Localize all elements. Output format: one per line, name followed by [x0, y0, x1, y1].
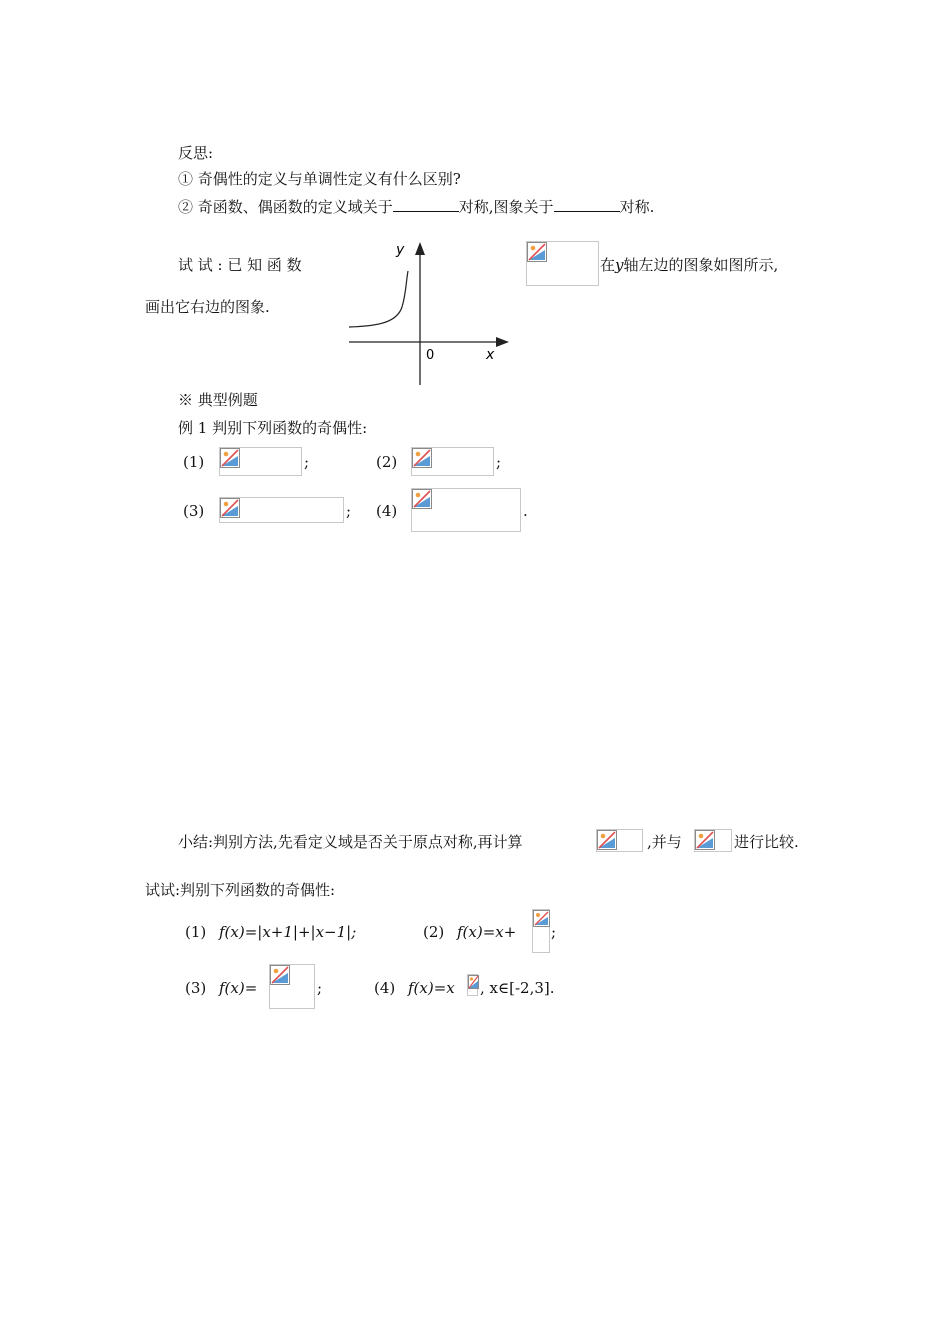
- broken-image-icon: [468, 975, 479, 989]
- try2-item-1-expr: f(x)=|x+1|+|x−1|;: [219, 923, 357, 941]
- broken-image-icon: [412, 489, 432, 509]
- try2-item-3-expr: f(x)=: [219, 979, 258, 997]
- example-item-1-after: ;: [304, 453, 310, 471]
- formula-image-ex1: [219, 447, 302, 476]
- try2-item-2-expr: f(x)=x+: [457, 923, 517, 941]
- formula-image-ex2: [411, 447, 494, 476]
- try2-item-1-label: (1): [185, 923, 207, 941]
- example-item-2-after: ;: [496, 453, 502, 471]
- formula-image-exponent: [467, 974, 478, 996]
- broken-image-icon: [597, 830, 617, 850]
- reflection-question-2: [178, 196, 654, 217]
- try2-heading: 试试:判别下列函数的奇偶性:: [145, 881, 336, 899]
- try2-item-4-expr: f(x)=x: [408, 979, 455, 997]
- example-item-3-label: (3): [183, 502, 205, 520]
- try2-item-3-label: (3): [185, 979, 207, 997]
- broken-image-icon: [412, 448, 432, 468]
- example-item-4-after: .: [523, 502, 528, 520]
- try1-tail: [600, 255, 778, 275]
- try2-item-4-after: , x∈[-2,3].: [480, 979, 555, 997]
- y-axis-arrow-icon: [415, 242, 425, 255]
- formula-image-f-x: [694, 829, 732, 852]
- function-graph: [345, 238, 515, 388]
- broken-image-icon: [527, 242, 547, 262]
- formula-image-1: [526, 241, 599, 286]
- formula-image-ex4: [411, 488, 521, 532]
- try1-tail-text-2: 轴左边的图象如图所示,: [623, 256, 779, 274]
- fill-blank-2[interactable]: [554, 196, 620, 212]
- try1-label: 试 试 : 已 知 函 数: [178, 256, 302, 274]
- try2-item-4-label: (4): [374, 979, 396, 997]
- try2-item-2-label: (2): [423, 923, 445, 941]
- broken-image-icon: [220, 498, 240, 518]
- function-curve: [349, 271, 408, 327]
- y-axis-label: y: [396, 242, 405, 258]
- example-item-3-after: ;: [346, 502, 352, 520]
- try2-item-3-after: ;: [317, 979, 323, 997]
- formula-image-ex3: [219, 497, 344, 523]
- example-item-4-label: (4): [376, 502, 398, 520]
- broken-image-icon: [533, 910, 550, 927]
- try1-axis-variable: y: [615, 256, 624, 274]
- formula-image-fraction: [532, 909, 550, 953]
- reflection-heading: 反思:: [178, 144, 214, 162]
- summary-prefix: 小结:判别方法,先看定义域是否关于原点对称,再计算: [178, 833, 523, 851]
- q2-mid: 对称,图象关于: [458, 198, 554, 216]
- q2-suffix: 对称.: [619, 198, 655, 216]
- formula-image-try2-3: [269, 964, 315, 1009]
- q2-prefix: ② 奇函数、偶函数的定义域关于: [178, 198, 393, 216]
- reflection-question-1: ① 奇偶性的定义与单调性定义有什么区别?: [178, 170, 461, 188]
- broken-image-icon: [220, 448, 240, 468]
- try1-line-2: 画出它右边的图象.: [145, 298, 270, 316]
- examples-heading: ※ 典型例题: [178, 391, 258, 409]
- broken-image-icon: [270, 965, 290, 985]
- example-item-1-label: (1): [183, 453, 205, 471]
- example-item-2-label: (2): [376, 453, 398, 471]
- summary-suffix: 进行比较.: [734, 833, 799, 851]
- x-axis-label: x: [486, 347, 495, 363]
- example-1-title: 例 1 判别下列函数的奇偶性:: [178, 419, 368, 437]
- summary-mid: ,并与: [647, 833, 682, 851]
- origin-label: 0: [426, 348, 435, 363]
- try1-tail-text: 在: [600, 256, 616, 274]
- try2-item-2-after: ;: [551, 923, 557, 941]
- broken-image-icon: [695, 830, 715, 850]
- fill-blank-1[interactable]: [393, 196, 459, 212]
- x-axis-arrow-icon: [496, 337, 509, 347]
- formula-image-f-minus-x: [596, 829, 643, 852]
